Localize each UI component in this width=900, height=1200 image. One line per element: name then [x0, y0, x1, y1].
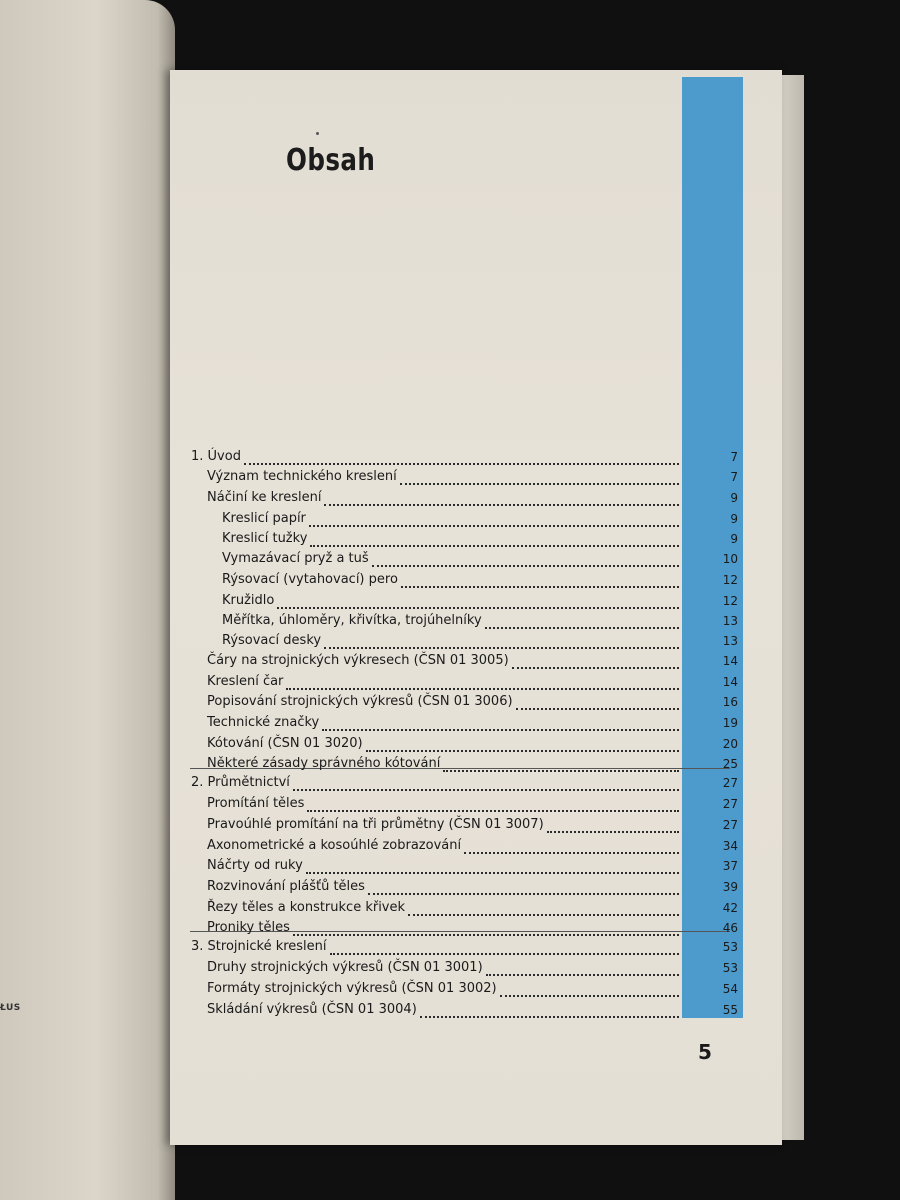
toc-entry-label: Řezy těles a konstrukce křivek — [207, 900, 406, 915]
toc-entry-label: 2. Průmětnictví — [191, 775, 290, 790]
toc-entry-page: 7 — [730, 450, 738, 464]
toc-entry — [222, 611, 738, 631]
toc-entry-label: Axonometrické a kosoúhlé zobrazování — [207, 838, 462, 853]
toc-entry — [207, 734, 738, 754]
toc-entry-page: 34 — [722, 839, 738, 853]
toc-entry-label: Kreslení čar — [207, 674, 284, 689]
dot-leader — [293, 924, 679, 936]
toc-entry-label: Některé zásady správného kótování — [207, 756, 441, 771]
toc-entry — [222, 529, 738, 549]
toc-entry-label: Náčrty od ruky — [207, 858, 303, 873]
dot-leader — [244, 453, 679, 465]
toc-entry-page: 37 — [722, 859, 738, 873]
toc-entry — [222, 631, 738, 651]
toc-entry-page: 25 — [722, 757, 738, 771]
toc-entry — [207, 794, 738, 814]
toc-entry-page: 10 — [722, 552, 738, 566]
print-dot — [316, 132, 319, 135]
toc-entry-page: 12 — [722, 573, 738, 587]
toc-entry — [191, 773, 738, 793]
toc-entry — [207, 754, 738, 774]
toc-entry-label: Rozvinování plášťů těles — [207, 879, 365, 894]
toc-entry — [222, 570, 738, 590]
toc-entry-page: 9 — [730, 512, 738, 526]
toc-entry-label: Kreslicí papír — [222, 511, 306, 526]
toc-entry-label: 3. Strojnické kreslení — [191, 939, 327, 954]
dot-leader — [322, 719, 679, 731]
toc-entry — [191, 447, 738, 467]
toc-entry — [207, 692, 738, 712]
dot-leader — [400, 473, 679, 485]
toc-entry — [207, 467, 738, 487]
toc-entry — [207, 958, 738, 978]
dot-leader — [443, 760, 679, 772]
toc-entry-page: 13 — [722, 634, 738, 648]
toc-entry-label: 1. Úvod — [191, 449, 241, 464]
dot-leader — [372, 555, 679, 567]
dot-leader — [307, 800, 679, 812]
left-page — [0, 0, 175, 1200]
toc-entry-label: Skládání výkresů (ČSN 01 3004) — [207, 1002, 417, 1017]
dot-leader — [420, 1006, 679, 1018]
toc-entry-page: 7 — [730, 470, 738, 484]
toc-entry-label: Měřítka, úhloměry, křivítka, trojúhelníky — [222, 613, 482, 628]
toc-entry-label: Technické značky — [207, 715, 320, 730]
toc-entry-label: Pravoúhlé promítání na tři průmětny (ČSN 01 3007) — [207, 817, 544, 832]
toc-entry — [207, 672, 738, 692]
dot-leader — [277, 597, 679, 609]
toc-entry-page: 55 — [722, 1003, 738, 1017]
toc-entry-label: Čáry na strojnických výkresech (ČSN 01 3005) — [207, 653, 509, 668]
dot-leader — [368, 883, 679, 895]
toc-entry-page: 27 — [722, 797, 738, 811]
toc-entry-page: 53 — [722, 961, 738, 975]
toc-entry-label: Rýsovací (vytahovací) pero — [222, 572, 398, 587]
toc-entry-page: 20 — [722, 737, 738, 751]
toc-entry-label: Promítání těles — [207, 796, 305, 811]
toc-entry-label: Popisování strojnických výkresů (ČSN 01 3006) — [207, 694, 513, 709]
dot-leader — [366, 740, 679, 752]
dot-leader — [306, 862, 679, 874]
dot-leader — [512, 657, 679, 669]
dot-leader — [401, 576, 679, 588]
dot-leader — [330, 943, 679, 955]
dot-leader — [309, 515, 679, 527]
toc-entry-label: Formáty strojnických výkresů (ČSN 01 3002) — [207, 981, 497, 996]
toc-entry-page: 19 — [722, 716, 738, 730]
toc-entry — [207, 856, 738, 876]
toc-entry-page: 53 — [722, 940, 738, 954]
toc-entry — [207, 815, 738, 835]
toc-entry-label: Vymazávací pryž a tuš — [222, 551, 369, 566]
dot-leader — [500, 985, 679, 997]
dot-leader — [486, 964, 679, 976]
dot-leader — [324, 494, 679, 506]
dot-leader — [547, 821, 679, 833]
toc-entry-label: Kreslicí tužky — [222, 531, 308, 546]
dot-leader — [286, 678, 679, 690]
toc-entry-page: 12 — [722, 594, 738, 608]
toc-entry-label: Náčiní ke kreslení — [207, 490, 322, 505]
toc-entry-page: 54 — [722, 982, 738, 996]
toc-entry-label: Význam technického kreslení — [207, 469, 397, 484]
toc-entry — [207, 836, 738, 856]
dot-leader — [485, 617, 679, 629]
toc-entry — [207, 651, 738, 671]
toc-entry — [222, 509, 738, 529]
toc-entry-page: 13 — [722, 614, 738, 628]
dot-leader — [464, 842, 679, 854]
left-page-text-fragment: ŁUS — [0, 1003, 21, 1013]
toc-entry-label: Kótování (ČSN 01 3020) — [207, 736, 363, 751]
dot-leader — [516, 698, 679, 710]
toc-entry-page: 27 — [722, 818, 738, 832]
toc-entry — [222, 591, 738, 611]
toc-entry — [222, 549, 738, 569]
toc-entry-page: 27 — [722, 776, 738, 790]
toc-entry-page: 39 — [722, 880, 738, 894]
toc-entry — [207, 898, 738, 918]
toc-entry-label: Rýsovací desky — [222, 633, 322, 648]
toc-entry — [191, 937, 738, 957]
toc-entry-page: 46 — [722, 921, 738, 935]
page-number: 5 — [698, 1040, 712, 1064]
page-title: Obsah — [286, 143, 376, 178]
toc-entry-label: Druhy strojnických výkresů (ČSN 01 3001) — [207, 960, 483, 975]
toc-entry-label: Kružidlo — [222, 593, 275, 608]
dot-leader — [408, 904, 679, 916]
toc-entry-page: 9 — [730, 532, 738, 546]
toc-entry — [207, 877, 738, 897]
toc-entry-page: 42 — [722, 901, 738, 915]
toc-entry — [207, 1000, 738, 1020]
toc-entry — [207, 488, 738, 508]
dot-leader — [310, 535, 679, 547]
toc-entry — [207, 918, 738, 938]
toc-entry-page: 14 — [722, 675, 738, 689]
toc-entry-page: 9 — [730, 491, 738, 505]
toc-entry-label: Proniky těles — [207, 920, 290, 935]
toc-entry-page: 14 — [722, 654, 738, 668]
page-edge — [782, 75, 804, 1140]
dot-leader — [324, 637, 679, 649]
toc-entry — [207, 979, 738, 999]
toc-entry-page: 16 — [722, 695, 738, 709]
dot-leader — [293, 779, 679, 791]
toc-entry — [207, 713, 738, 733]
